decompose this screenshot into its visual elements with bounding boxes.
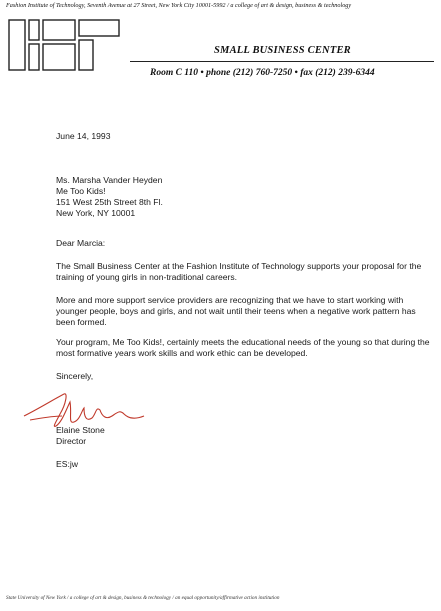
- footer-line: State University of New York / a college of art & design, business & technology / an equal opportunity/affirmative action institution: [6, 595, 280, 601]
- recipient-name: Ms. Marsha Vander Heyden: [56, 175, 163, 185]
- paragraph-2: More and more support service providers are recognizing that we have to start working with younger people, boys and girls, and not wait until their teens when a negative work pattern has been formed.: [56, 295, 416, 327]
- salutation: Dear Marcia:: [56, 238, 106, 248]
- organization-name: SMALL BUSINESS CENTER: [214, 45, 351, 56]
- signer-name: Elaine Stone: [56, 425, 105, 435]
- letterhead-address-line: Fashion Institute of Technology, Seventh Avenue at 27 Street, New York City 10001-5992 / a college of art & design, business & technology: [6, 2, 352, 9]
- letterhead-divider: [130, 61, 434, 62]
- paragraph-1: The Small Business Center at the Fashion Institute of Technology supports your proposal for the training of young girls in non-traditional careers.: [56, 261, 422, 282]
- recipient-street: 151 West 25th Street 8th Fl.: [56, 197, 163, 207]
- letter-date: June 14, 1993: [56, 131, 111, 141]
- recipient-address: [56, 175, 163, 219]
- closing: Sincerely,: [56, 371, 94, 381]
- signer-title: Director: [56, 436, 87, 446]
- contact-line: Room C 110 • phone (212) 760-7250 • fax (212) 239-6344: [150, 68, 375, 78]
- paragraph-3: Your program, Me Too Kids!, certainly meets the educational needs of the young so that during the most formative years work skills and work ethic can be developed.: [56, 337, 430, 358]
- signer-block: [56, 425, 105, 447]
- fit-logo: [7, 16, 123, 74]
- recipient-city: New York, NY 10001: [56, 208, 136, 218]
- recipient-company: Me Too Kids!: [56, 186, 106, 196]
- typist-initials: ES:jw: [56, 459, 78, 469]
